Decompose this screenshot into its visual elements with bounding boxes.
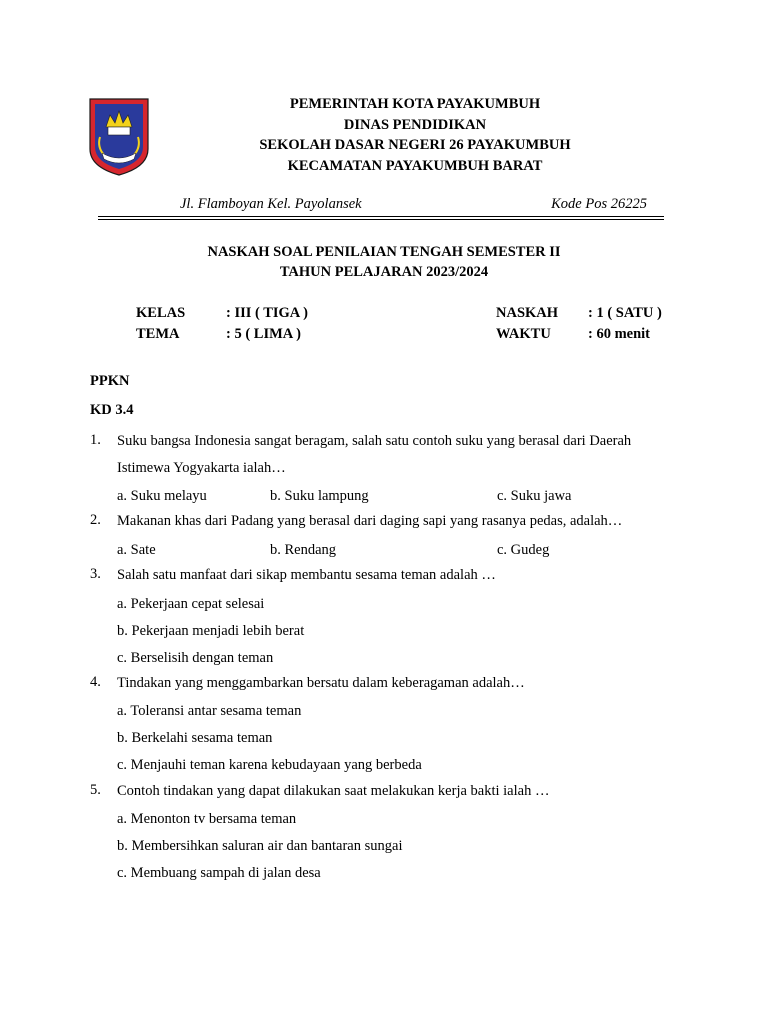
exam-title bbox=[98, 242, 670, 282]
meta-values-right bbox=[588, 303, 662, 345]
option-a: a. Toleransi antar sesama teman bbox=[117, 703, 302, 719]
postal-code: Kode Pos 26225 bbox=[551, 196, 647, 212]
option-c: c. Gudeg bbox=[497, 542, 550, 558]
tema-value: : 5 ( LIMA ) bbox=[226, 326, 301, 342]
option-b: b. Berkelahi sesama teman bbox=[117, 730, 273, 746]
kelas-label: KELAS bbox=[136, 305, 186, 321]
header-divider bbox=[98, 216, 664, 217]
option-a: a. Menonton tv bersama teman bbox=[117, 811, 297, 827]
letterhead-line: SEKOLAH DASAR NEGERI 26 PAYAKUMBUH bbox=[259, 137, 571, 153]
letterhead-line: PEMERINTAH KOTA PAYAKUMBUH bbox=[289, 96, 541, 112]
question-number: 4. bbox=[90, 674, 101, 690]
option-c: c. Berselisih dengan teman bbox=[117, 650, 274, 666]
option-b: b. Pekerjaan menjadi lebih berat bbox=[117, 623, 305, 639]
option-a: a. Sate bbox=[117, 542, 156, 558]
meta-labels-right bbox=[496, 303, 558, 345]
meta-labels-left bbox=[136, 303, 185, 345]
letterhead bbox=[180, 94, 650, 176]
option-c: c. Menjauhi teman karena kebudayaan yang berbeda bbox=[117, 757, 422, 773]
option-a: a. Suku melayu bbox=[117, 488, 207, 504]
option-b: b. Rendang bbox=[270, 542, 337, 558]
subject-heading: PPKN bbox=[90, 373, 130, 389]
option-b: b. Suku lampung bbox=[270, 488, 369, 504]
waktu-label: WAKTU bbox=[496, 326, 551, 342]
waktu-value: : 60 menit bbox=[588, 326, 651, 342]
kd-heading: KD 3.4 bbox=[90, 402, 134, 418]
option-b: b. Membersihkan saluran air dan bantaran sungai bbox=[117, 838, 403, 854]
question-text: Makanan khas dari Padang yang berasal dari daging sapi yang rasanya pedas, adalah… bbox=[117, 513, 623, 529]
tema-label: TEMA bbox=[136, 326, 180, 342]
header-divider bbox=[98, 219, 664, 220]
kelas-value: : III ( TIGA ) bbox=[226, 305, 308, 321]
meta-values-left bbox=[226, 303, 308, 345]
letterhead-line: KECAMATAN PAYAKUMBUH BARAT bbox=[287, 157, 543, 174]
school-address: Jl. Flamboyan Kel. Payolansek bbox=[180, 196, 362, 212]
naskah-label: NASKAH bbox=[496, 305, 559, 321]
question-text: Contoh tindakan yang dapat dilakukan saat melakukan kerja bakti ialah … bbox=[117, 783, 550, 799]
option-c: c. Suku jawa bbox=[497, 488, 572, 504]
question-number: 1. bbox=[90, 432, 101, 448]
question-number: 2. bbox=[90, 512, 101, 528]
exam-title-line: NASKAH SOAL PENILAIAN TENGAH SEMESTER II bbox=[207, 244, 561, 260]
naskah-value: : 1 ( SATU ) bbox=[588, 305, 662, 321]
option-c: c. Membuang sampah di jalan desa bbox=[117, 865, 321, 881]
school-emblem-icon bbox=[88, 97, 150, 177]
exam-title-line: TAHUN PELAJARAN 2023/2024 bbox=[279, 264, 489, 280]
question-text: Salah satu manfaat dari sikap membantu sesama teman adalah … bbox=[117, 567, 496, 583]
question-text: Tindakan yang menggambarkan bersatu dalam keberagaman adalah… bbox=[117, 675, 525, 691]
question-number: 3. bbox=[90, 566, 101, 582]
question-number: 5. bbox=[90, 782, 101, 798]
option-a: a. Pekerjaan cepat selesai bbox=[117, 596, 265, 612]
letterhead-line: DINAS PENDIDIKAN bbox=[343, 116, 487, 133]
question-text: Suku bangsa Indonesia sangat beragam, salah satu contoh suku yang berasal dari Daerah Istimewa Yogyakarta ialah… bbox=[117, 433, 632, 476]
